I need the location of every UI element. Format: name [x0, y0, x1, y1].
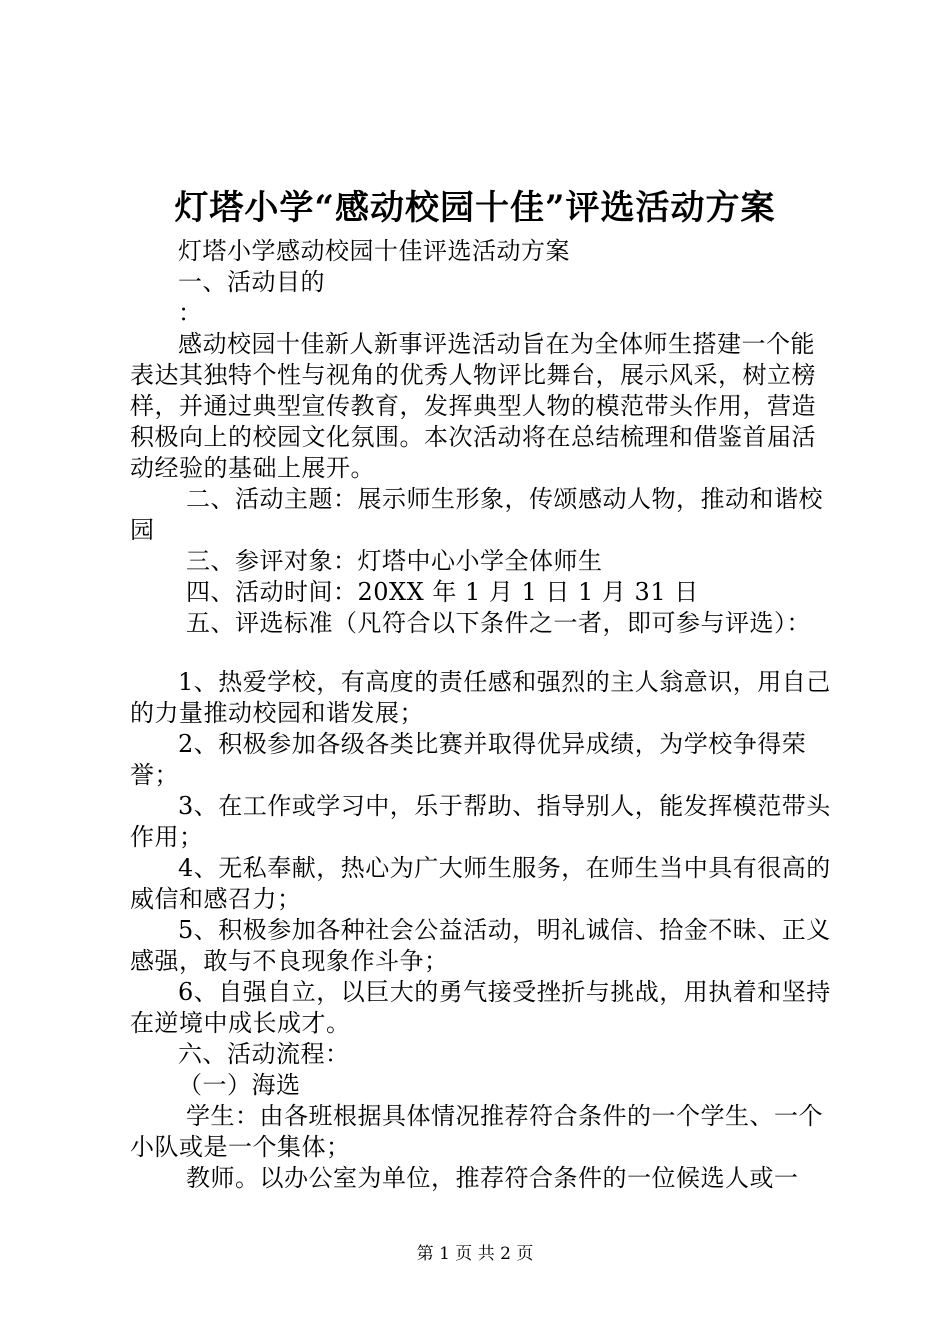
- criterion-item: 3、在工作或学习中，乐于帮助、指导别人，能发挥模范带头作用；: [130, 792, 831, 851]
- criterion-item: 6、自强自立，以巨大的勇气接受挫折与挑战，用执着和坚持在逆境中成长成才。: [130, 978, 831, 1037]
- heading-section-6: 六、活动流程：: [178, 1040, 350, 1068]
- paragraph-students: 学生：由各班根据具体情况推荐符合条件的一个学生、一个小队或是一个集体；: [130, 1102, 823, 1161]
- subheading-audition: （一）海选: [178, 1071, 301, 1099]
- document-title: 灯塔小学“感动校园十佳”评选活动方案: [174, 188, 776, 228]
- heading-section-1: 一、活动目的: [178, 268, 325, 296]
- paragraph-gap: [130, 639, 835, 667]
- paragraph-teachers: 教师。以办公室为单位，推荐符合条件的一位候选人或一: [186, 1164, 799, 1192]
- heading-section-5: 五、评选标准（凡符合以下条件之一者，即可参与评选）：: [186, 609, 811, 637]
- page-number-footer: 第 1 页 共 2 页: [416, 1244, 534, 1264]
- paragraph-subtitle: 灯塔小学感动校园十佳评选活动方案: [178, 237, 570, 265]
- heading-section-3: 三、参评对象：灯塔中心小学全体师生: [186, 547, 603, 575]
- heading-section-4: 四、活动时间：20XX 年 1 月 1 日 1 月 31 日: [186, 578, 699, 606]
- document-body: [130, 236, 835, 1194]
- heading-section-2: 二、活动主题：展示师生形象，传颂感动人物，推动和谐校园: [130, 485, 823, 544]
- criterion-item: 2、积极参加各级各类比赛并取得优异成绩，为学校争得荣誉；: [130, 730, 807, 789]
- paragraph-colon: ：: [178, 299, 203, 327]
- criterion-item: 5、积极参加各种社会公益活动，明礼诚信、拾金不昧、正义感强，敢与不良现象作斗争；: [130, 916, 831, 975]
- criterion-item: 1、热爱学校，有高度的责任感和强烈的主人翁意识，用自己的力量推动校园和谐发展；: [130, 668, 831, 727]
- paragraph-purpose: 感动校园十佳新人新事评选活动旨在为全体师生搭建一个能表达其独特个性与视角的优秀人物评比舞台，展示风采，树立榜样，并通过典型宣传教育，发挥典型人物的模范带头作用，营造积极向上的校园文化氛围。本次活动将在总结梳理和借鉴首届活动经验的基础上展开。: [130, 330, 816, 482]
- criterion-item: 4、无私奉献，热心为广大师生服务，在师生当中具有很高的威信和感召力；: [130, 854, 831, 913]
